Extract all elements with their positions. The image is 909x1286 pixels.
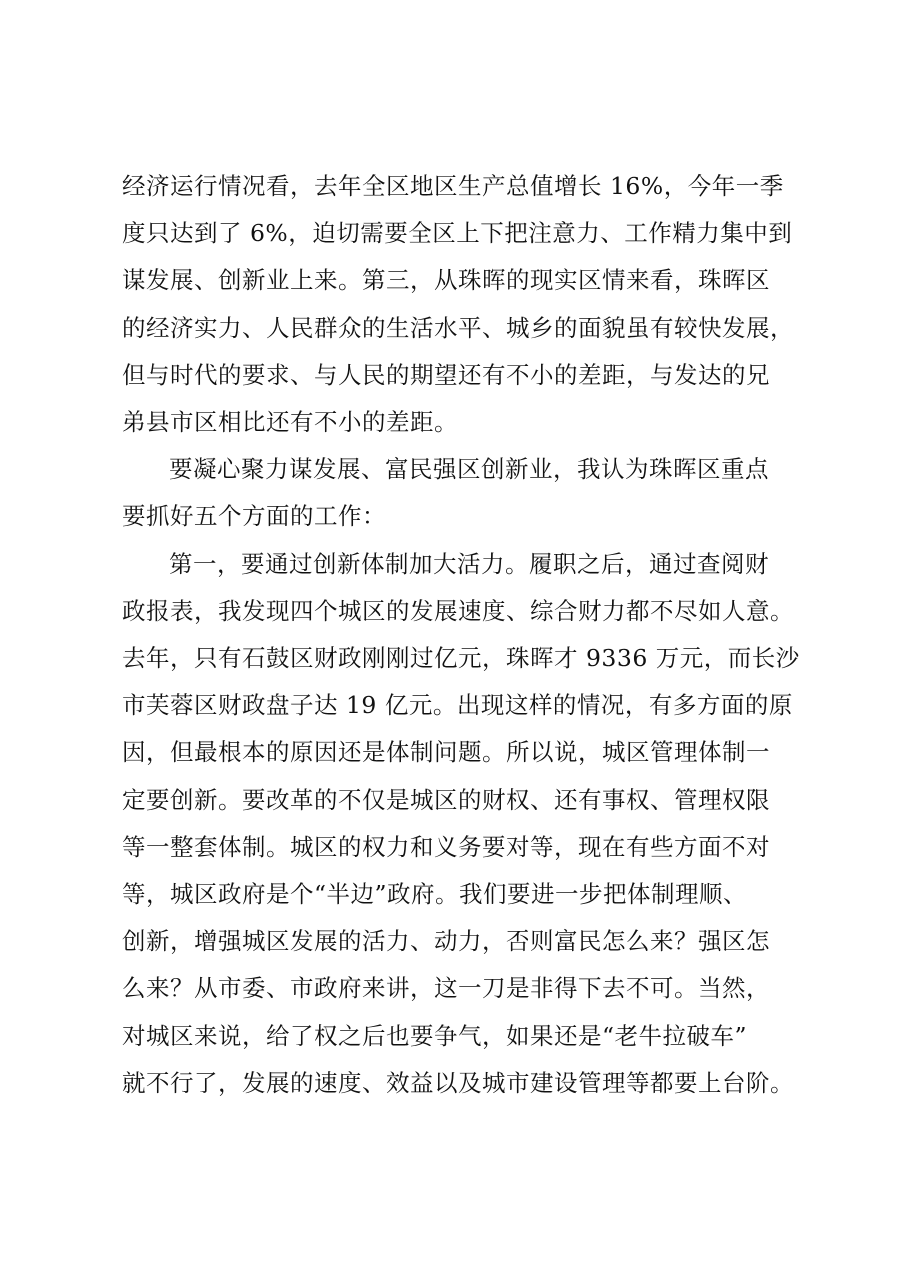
text-line: 就不行了，发展的速度、效益以及城市建设管理等都要上台阶。 — [122, 1068, 794, 1097]
text-line: 的经济实力、人民群众的生活水平、城乡的面貌虽有较快发展， — [122, 313, 794, 342]
text-line: 谋发展、创新业上来。第三，从珠晖的现实区情来看，珠晖区 — [122, 266, 770, 295]
text-line: 去年，只有石鼓区财政刚刚过亿元，珠晖才 9336 万元，而长沙 — [122, 644, 800, 673]
text-line: 市芙蓉区财政盘子达 19 亿元。出现这样的情况，有多方面的原 — [122, 691, 793, 720]
text-line: 要凝心聚力谋发展、富民强区创新业，我认为珠晖区重点 — [169, 455, 769, 484]
text-line: 弟县市区相比还有不小的差距。 — [122, 408, 458, 437]
text-line: 度只达到了 6%，迫切需要全区上下把注意力、工作精力集中到 — [122, 219, 793, 248]
text-line: 经济运行情况看，去年全区地区生产总值增长 16%，今年一季 — [122, 172, 784, 200]
text-line: 对城区来说，给了权之后也要争气，如果还是“老牛拉破车” — [122, 1021, 748, 1050]
text-line: 政报表，我发现四个城区的发展速度、综合财力都不尽如人意。 — [122, 596, 794, 625]
paragraph-2 — [122, 446, 827, 540]
paragraph-3 — [122, 541, 827, 1107]
text-line: 因，但最根本的原因还是体制问题。所以说，城区管理体制一 — [122, 738, 770, 767]
paragraph-1 — [122, 163, 827, 446]
text-line: 等一整套体制。城区的权力和义务要对等，现在有些方面不对 — [122, 832, 770, 861]
text-line: 创新，增强城区发展的活力、动力，否则富民怎么来？强区怎 — [122, 927, 770, 956]
text-line: 等，城区政府是个“半边”政府。我们要进一步把体制理顺、 — [122, 880, 748, 909]
document-body — [122, 163, 827, 1107]
text-line: 但与时代的要求、与人民的期望还有不小的差距，与发达的兄 — [122, 360, 770, 389]
text-line: 么来？从市委、市政府来讲，这一刀是非得下去不可。当然， — [122, 974, 770, 1003]
text-line: 定要创新。要改革的不仅是城区的财权、还有事权、管理权限 — [122, 785, 770, 814]
text-line: 第一，要通过创新体制加大活力。履职之后，通过查阅财 — [169, 549, 769, 578]
text-line: 要抓好五个方面的工作： — [122, 502, 386, 531]
